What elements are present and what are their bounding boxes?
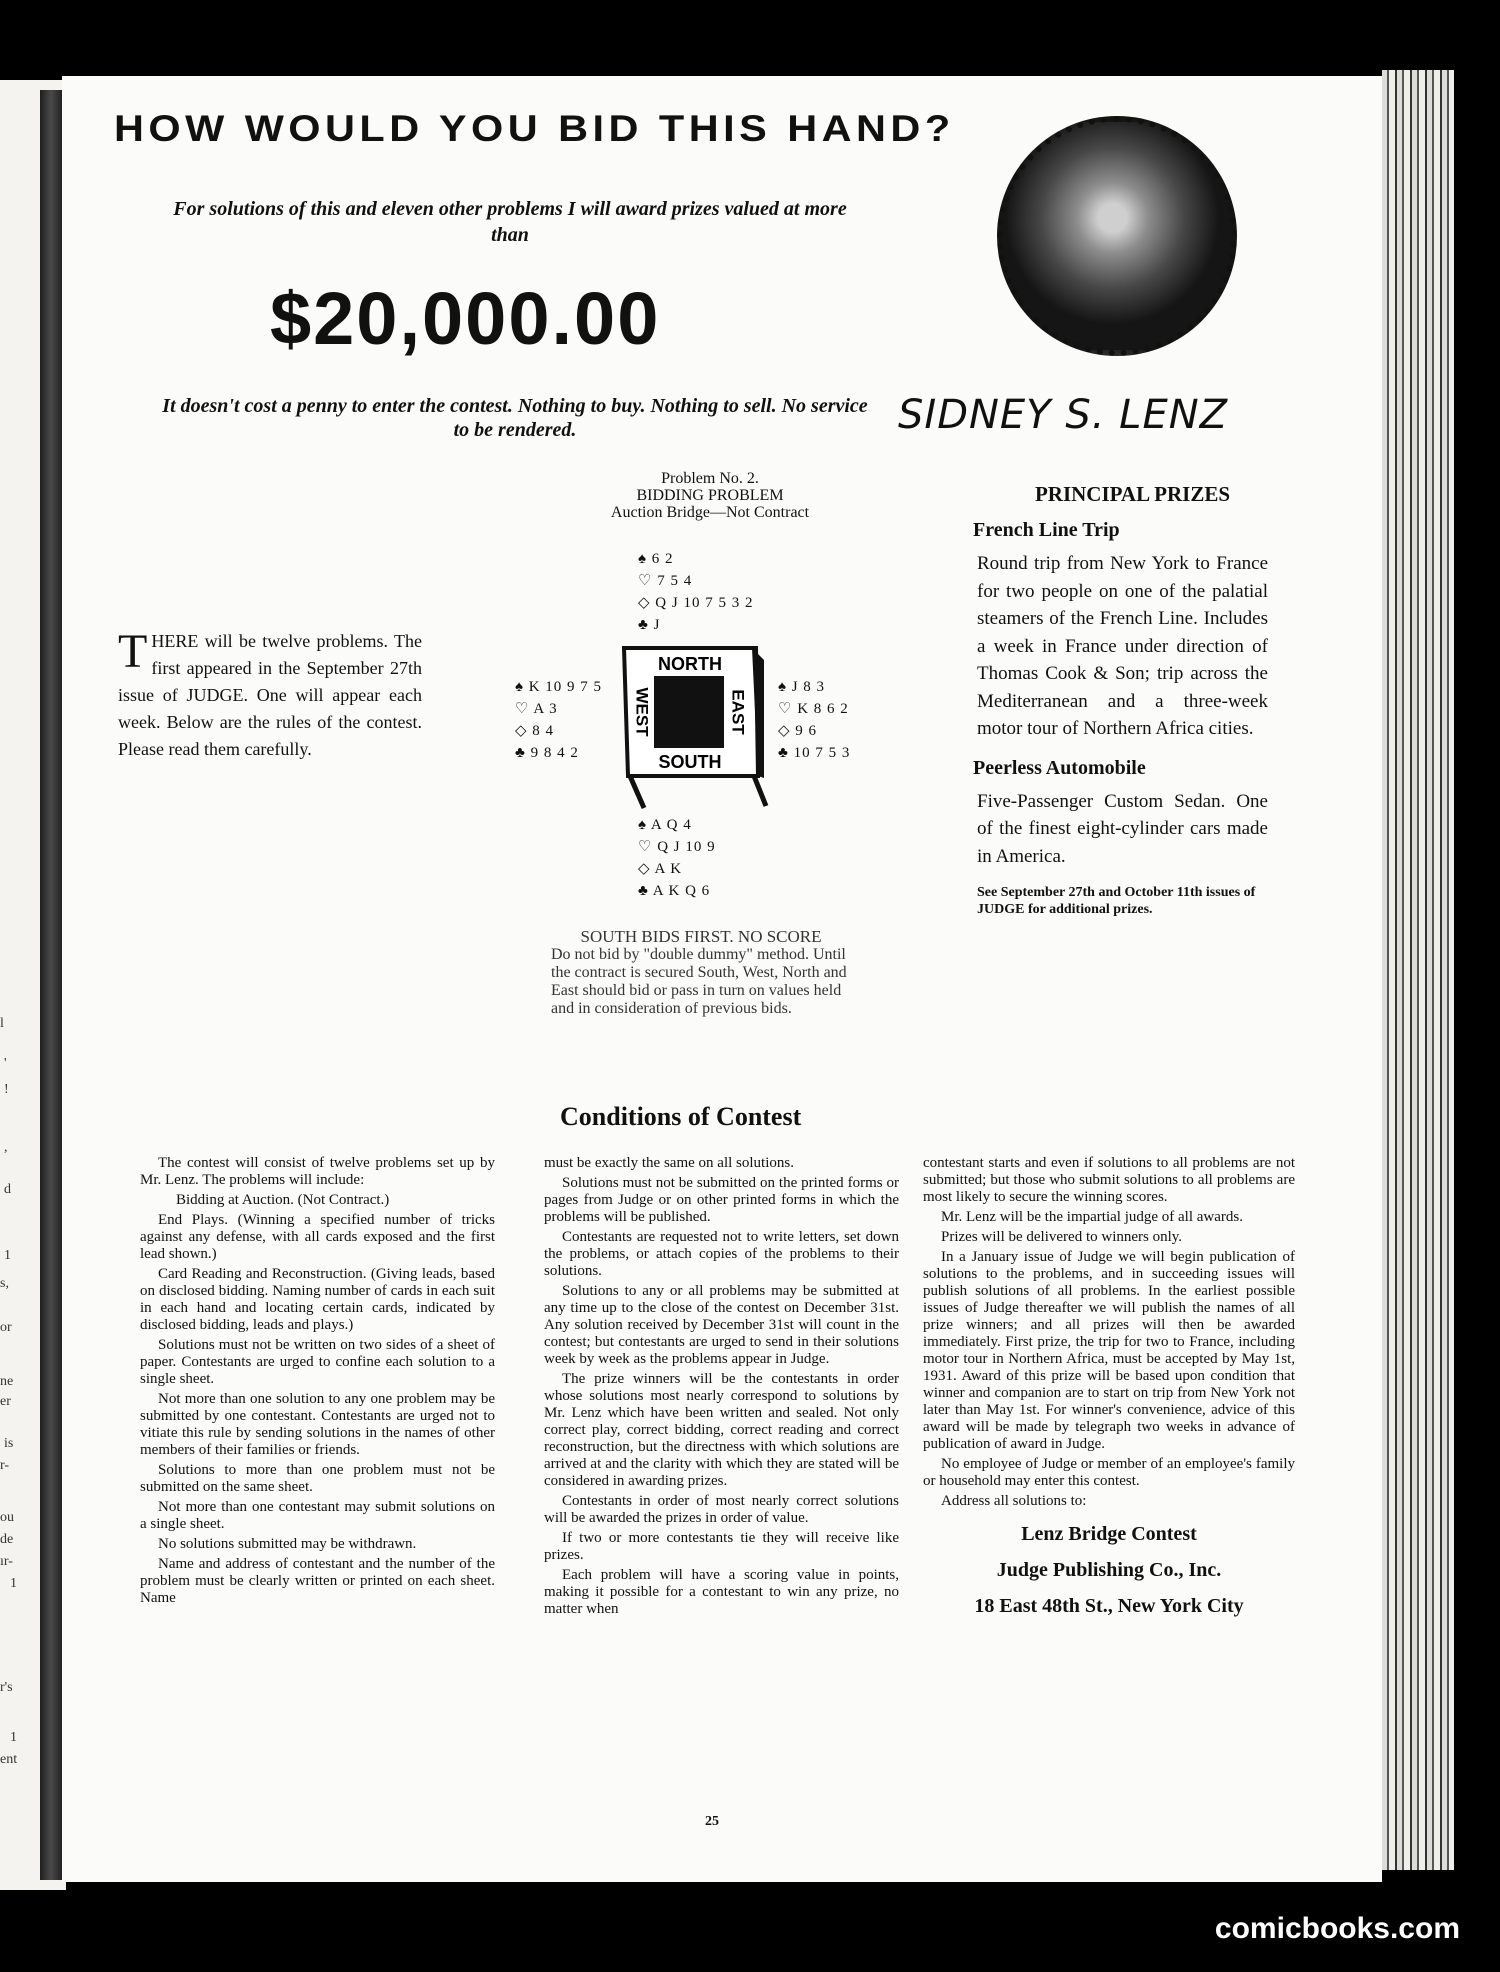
table-label-east: EAST <box>728 689 748 735</box>
card-line: ♡ 7 5 4 <box>638 573 693 589</box>
left-page-fragment: 1 <box>10 1576 17 1591</box>
problem-heading <box>540 470 880 521</box>
rule-paragraph: End Plays. (Winning a specified number of tricks against any defense, with all cards exposed and the first lead shown.) <box>140 1212 495 1262</box>
prize-description: Round trip from New York to France for two people on one of the palatial steamers of the French Line. Includes a week in France under direction of Thomas Cook & Son; trip across the Mediterranean and a three-week motor tour of Northern Africa cities. <box>977 553 1268 739</box>
south-bids-first: SOUTH BIDS FIRST. NO SCORE <box>580 927 822 946</box>
page-stack-edges <box>1382 70 1454 1870</box>
rule-paragraph: Solutions must not be written on two sides of a sheet of paper. Contestants are urged to confine each solution to a single sheet. <box>140 1337 495 1387</box>
rule-paragraph: No solutions submitted may be withdrawn. <box>158 1536 417 1552</box>
rule-paragraph: Card Reading and Reconstruction. (Giving leads, based on disclosed bidding. Naming number of cards in each suit in each hand and locating certain cards, indicated by disclosed bidding, leads and plays.) <box>140 1266 495 1333</box>
conditions-column-3 <box>923 1155 1295 1624</box>
left-page-fragment: r's <box>0 1680 13 1695</box>
rule-paragraph: Bidding at Auction. (Not Contract.) <box>176 1192 390 1208</box>
conditions-column-1 <box>140 1155 495 1610</box>
left-page-fragment: er <box>0 1394 11 1409</box>
table-center <box>654 676 724 748</box>
bridge-table-diagram <box>620 640 770 810</box>
watermark: comicbooks.com <box>1214 1912 1460 1945</box>
table-leg <box>630 776 644 808</box>
address-line: 18 East 48th St., New York City <box>974 1595 1244 1617</box>
page-number: 25 <box>705 1814 719 1829</box>
rule-paragraph: If two or more contestants tie they will receive like prizes. <box>544 1530 899 1563</box>
left-page-fragment: ou <box>0 1510 14 1525</box>
problem-subtitle: Auction Bridge—Not Contract <box>610 504 810 521</box>
portrait-photo <box>997 116 1237 356</box>
prize-description: Five-Passenger Custom Sedan. One of the finest eight-cylinder cars made in America. <box>977 790 1268 867</box>
rule-paragraph: Contestants are requested not to write letters, set down the problems, or attach copies of the problems to their solutions. <box>544 1229 899 1279</box>
rule-paragraph: Name and address of contestant and the number of the problem must be clearly written or printed on each sheet. Name <box>140 1556 495 1606</box>
rule-paragraph: Not more than one contestant may submit solutions on a single sheet. <box>140 1499 495 1532</box>
rule-paragraph: Not more than one solution to any one problem may be submitted by one contestant. Contestants are urged not to vitiate this rule by sending solutions in the names of other members of their families or friends. <box>140 1391 495 1458</box>
card-line: ♡ K 8 6 2 <box>778 701 849 717</box>
south-hand <box>638 814 716 902</box>
prize-name: French Line Trip <box>973 519 1120 541</box>
left-page-fragment: l <box>0 1016 4 1031</box>
address-line: Judge Publishing Co., Inc. <box>996 1559 1222 1581</box>
card-line: ♡ A 3 <box>515 701 558 717</box>
rule-paragraph: must be exactly the same on all solutions. <box>544 1155 794 1171</box>
west-hand <box>515 676 602 764</box>
table-label-west: WEST <box>632 687 652 737</box>
card-line: ♡ Q J 10 9 <box>638 839 716 855</box>
card-line: ♣ 10 7 5 3 <box>778 745 851 761</box>
left-page-fragment: 1 <box>10 1730 17 1745</box>
table-label-south: SOUTH <box>658 752 722 772</box>
rule-paragraph: No employee of Judge or member of an employee's family or household may enter this contest. <box>923 1456 1295 1489</box>
mailing-address <box>923 1516 1295 1624</box>
rule-paragraph: Mr. Lenz will be the impartial judge of all awards. <box>941 1209 1243 1225</box>
rule-paragraph: The prize winners will be the contestants in order whose solutions most nearly correspond to solutions by Mr. Lenz which have been written and sealed. Not only correct play, correct bidding, correct reading and correct reconstruction, but the directness with which solutions are arrived at and the clarity with which they are stated will be considered in awarding prizes. <box>544 1371 899 1489</box>
intro-text: For solutions of this and eleven other problems I will award prizes valued at more than <box>173 198 847 246</box>
prizes-note: See September 27th and October 11th issues of JUDGE for additional prizes. <box>977 885 1256 917</box>
signature: SIDNEY S. LENZ <box>898 392 1229 438</box>
card-line: ♠ K 10 9 7 5 <box>515 679 603 695</box>
card-line: ◇ 8 4 <box>515 723 555 739</box>
left-page-fragment: r- <box>0 1458 10 1473</box>
card-line: ♠ 6 2 <box>638 551 674 567</box>
left-page-fragment: ! <box>4 1082 9 1097</box>
bidding-instructions <box>551 928 851 1018</box>
problem-type: BIDDING PROBLEM <box>636 487 784 504</box>
conditions-title: Conditions of Contest <box>560 1102 802 1131</box>
problem-number: Problem No. 2. <box>661 470 759 487</box>
card-line: ◇ 9 6 <box>778 723 818 739</box>
rule-paragraph: Contestants in order of most nearly correct solutions will be awarded the prizes in order of value. <box>544 1493 899 1526</box>
card-line: ◇ Q J 10 7 5 3 2 <box>638 595 754 611</box>
table-leg <box>754 776 766 806</box>
north-hand <box>638 548 753 636</box>
rule-paragraph: Each problem will have a scoring value in points, making it possible for a contestant to win any prize, no matter when <box>544 1567 899 1617</box>
card-line: ◇ A K <box>638 861 683 877</box>
rule-paragraph: The contest will consist of twelve problems set up by Mr. Lenz. The problems will include: <box>140 1155 495 1188</box>
bidding-note: Do not bid by "double dummy" method. Until the contract is secured South, West, North and East should bid or pass in turn on values held and in consideration of previous bids. <box>551 946 847 1017</box>
left-page-fragment: de <box>0 1532 14 1547</box>
rule-paragraph: contestant starts and even if solutions to all problems are not submitted; but those who submit solutions to all problems are most likely to secure the winning scores. <box>923 1155 1295 1205</box>
left-page-fragment: ' <box>4 1056 7 1071</box>
left-page-fragment: , <box>4 1140 8 1155</box>
no-cost-text: It doesn't cost a penny to enter the contest. Nothing to buy. Nothing to sell. No service to be rendered. <box>162 395 868 441</box>
rule-paragraph: Prizes will be delivered to winners only. <box>941 1229 1183 1245</box>
principal-prizes <box>973 482 1268 918</box>
rule-paragraph: Solutions to more than one problem must not be submitted on the same sheet. <box>140 1462 495 1495</box>
rule-paragraph: Solutions must not be submitted on the printed forms or pages from Judge or on other printed forms in which the problems will be published. <box>544 1175 899 1225</box>
left-page-fragment: d <box>4 1182 11 1197</box>
headline: HOW WOULD YOU BID THIS HAND? <box>114 108 955 149</box>
left-page-fragment: is <box>4 1436 14 1451</box>
prize-name: Peerless Automobile <box>973 756 1146 779</box>
intro-paragraph-text: HERE will be twelve problems. The first appeared in the September 27th issue of JUDGE. One will appear each week. Below are the rules of the contest. Please read them carefully. <box>118 631 422 759</box>
card-line: ♣ J <box>638 617 661 633</box>
east-hand <box>778 676 850 764</box>
card-line: ♠ J 8 3 <box>778 679 826 695</box>
prizes-title: PRINCIPAL PRIZES <box>1034 482 1231 506</box>
left-page-fragment: ır- <box>0 1554 13 1569</box>
left-page-fragment: s, <box>0 1276 9 1291</box>
rule-paragraph: Solutions to any or all problems may be submitted at any time up to the close of the contest on December 31st. Any solution received by December 31st will count in the contest; but contestants are urged to send in their solutions week by week as the problems appear in Judge. <box>544 1283 899 1367</box>
address-line: Lenz Bridge Contest <box>1021 1523 1197 1545</box>
table-label-north: NORTH <box>658 654 722 674</box>
left-page-fragment: ne <box>0 1374 14 1389</box>
book-gutter <box>40 90 62 1880</box>
rule-paragraph: In a January issue of Judge we will begin publication of solutions to the problems, and in succeeding issues will publish solutions of all problems. In the earliest possible issues of Judge thereafter we will publish the names of all prize winners; and all prizes will then be awarded immediately. First prize, the trip for two to France, including motor tour in Northern Africa, must be accepted by May 1st, 1931. Award of this prize will be based upon condition that winner and companion are to start on trip from New York not later than May 1st. For winner's convenience, advice of this award will be made by telegraph two weeks in advance of publication of award in Judge. <box>923 1249 1295 1452</box>
left-page-fragment: or <box>0 1320 12 1335</box>
prize-amount: $20,000.00 <box>270 277 661 360</box>
intro-paragraph <box>118 625 422 763</box>
left-page-fragment: ent <box>0 1752 18 1767</box>
conditions-column-2 <box>544 1155 899 1621</box>
card-line: ♠ A Q 4 <box>638 817 692 833</box>
card-line: ♣ 9 8 4 2 <box>515 745 579 761</box>
left-page-fragment: 1 <box>4 1248 11 1263</box>
rule-paragraph: Address all solutions to: <box>941 1493 1087 1509</box>
card-line: ♣ A K Q 6 <box>638 883 711 899</box>
drop-cap: T <box>118 625 148 678</box>
